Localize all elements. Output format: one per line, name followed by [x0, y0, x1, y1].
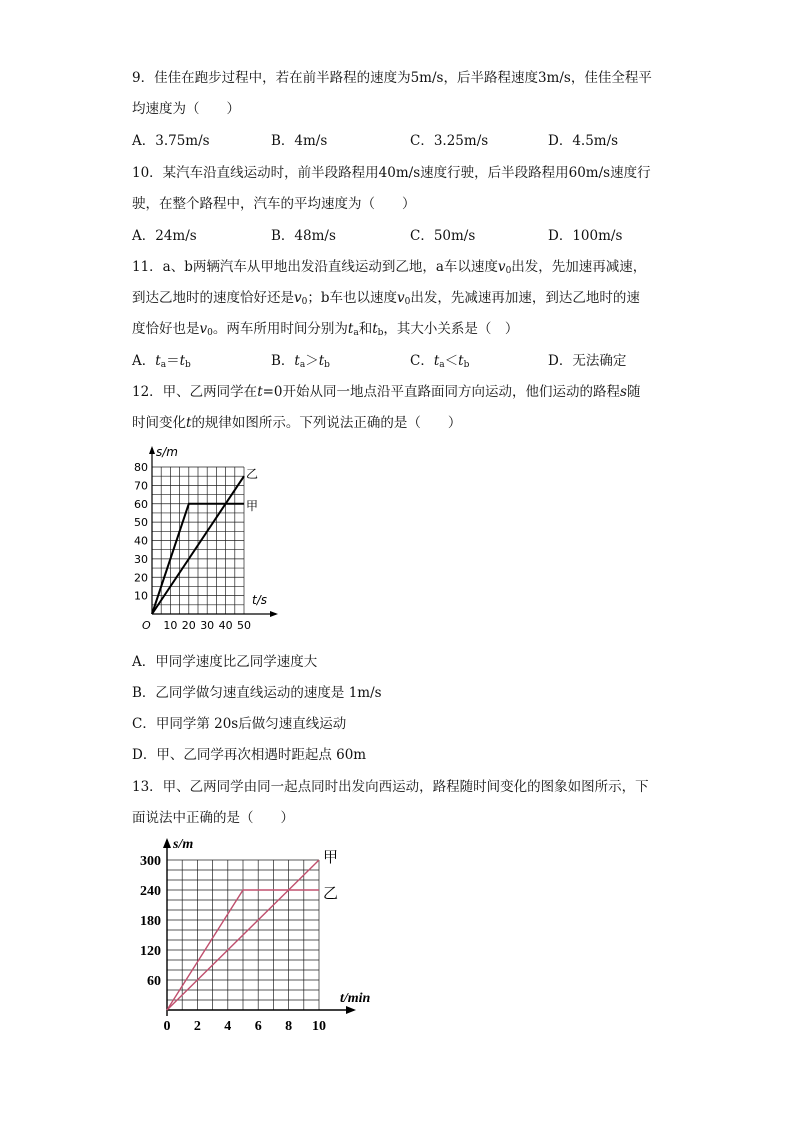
q12-text: 12．甲、乙两同学在 [132, 384, 258, 400]
q11-tb-sub: b [377, 328, 384, 338]
y-tick-label: 30 [134, 552, 148, 566]
series-label: 乙 [323, 884, 339, 902]
q11-ta: t [347, 321, 354, 337]
y-tick-label: 40 [134, 534, 148, 548]
q11-v0-sub: 0 [207, 328, 213, 338]
q11-ta-sub: a [160, 360, 167, 370]
q12-text: =0开始从同一地点沿平直路面同方向运动，他们运动的路程 [262, 384, 621, 400]
q11-rel: ＞ [305, 353, 319, 369]
x-tick-label: 10 [163, 619, 178, 632]
q12-line2 [132, 411, 461, 431]
q11-option-c [410, 349, 469, 370]
q12-text: 随 [626, 384, 641, 400]
q12-text: 的规律如图所示。下列说法正确的是（ ） [191, 415, 462, 431]
q11-ta: t [155, 353, 161, 369]
q9-option-c: C．3.25m/s [410, 133, 489, 149]
y-tick-label: 180 [140, 914, 161, 929]
q11-v0-sub: 0 [505, 266, 512, 276]
q11-tb: t [179, 353, 185, 369]
q12-s: s [620, 384, 627, 400]
q11-tb: t [458, 353, 464, 369]
q11-v0: v [294, 290, 302, 306]
q11-ta-sub: a [353, 328, 359, 338]
x-tick-label: 8 [285, 1019, 293, 1030]
x-tick-label: 2 [193, 1019, 201, 1030]
x-axis-label: t/s [252, 593, 267, 607]
q11-option-d: D．无法确定 [548, 353, 627, 369]
y-tick-label: 10 [134, 589, 148, 603]
x-tick-label: 30 [200, 619, 215, 632]
q13-chart-labels [140, 837, 371, 1030]
q12-t: t [257, 384, 263, 400]
y-tick-label: 80 [134, 461, 148, 474]
q9-option-d: D．4.5m/s [548, 133, 619, 149]
q11-tb-sub: b [185, 360, 191, 370]
q11-tb-sub: b [324, 360, 330, 370]
x-axis-arrow [346, 1006, 356, 1014]
q11-line1 [132, 255, 646, 276]
q11-text: 11．a、b两辆汽车从甲地出发沿直线运动到乙地，a车以速度 [132, 259, 498, 275]
x-tick-label: 10 [312, 1019, 326, 1030]
y-tick-label: 300 [140, 854, 161, 869]
q11-text: 。两车所用时间分别为 [212, 321, 348, 337]
origin-label: O [142, 619, 151, 632]
q11-text: 出发，先减速再加速，到达乙地时的速 [410, 290, 640, 306]
q12-chart [128, 438, 288, 634]
q11-ta-sub: a [299, 360, 306, 370]
x-axis-arrow [270, 611, 278, 617]
x-tick-label: 4 [224, 1019, 232, 1030]
q9-option-b: B．4m/s [271, 133, 328, 149]
y-tick-label: 50 [134, 516, 148, 530]
q13-line2: 面说法中正确的是（ ） [132, 810, 294, 826]
q10-option-d: D．100m/s [548, 228, 623, 244]
q10-option-c: C．50m/s [410, 228, 476, 244]
q12-option-c: C．甲同学第 20s后做匀速直线运动 [132, 716, 347, 732]
q11-line2 [132, 286, 640, 307]
q11-option-prefix: C． [410, 353, 434, 369]
q12-text: 时间变化 [132, 415, 186, 431]
q10-line1: 10．某汽车沿直线运动时，前半段路程用40m/s速度行驶，后半段路程用60m/s速度行 [132, 165, 651, 181]
q11-text: ；b车也以速度 [307, 290, 398, 306]
q12-option-d: D．甲、乙同学再次相遇时距起点 60m [132, 747, 367, 763]
q11-text: 度恰好也是 [132, 321, 200, 337]
q11-text: ，其大小关系是（ ） [383, 321, 519, 337]
y-axis-arrow [149, 446, 155, 454]
y-tick-label: 240 [140, 884, 161, 899]
y-axis-label: s/m [173, 837, 194, 852]
q11-v0: v [199, 321, 208, 337]
q9-line2: 均速度为（ ） [132, 101, 240, 117]
q11-text: 到达乙地时的速度恰好还是 [132, 290, 294, 306]
y-axis-arrow [163, 838, 171, 848]
q11-v0-sub: 0 [404, 297, 411, 307]
q11-ta: t [294, 353, 300, 369]
q11-rel: ＝ [166, 353, 180, 369]
q11-ta: t [433, 353, 440, 369]
q11-v0: v [497, 259, 506, 275]
x-tick-label: 0 [163, 1019, 171, 1030]
y-tick-label: 20 [134, 571, 148, 585]
q10-option-b: B．48m/s [271, 228, 336, 244]
q11-v0-sub: 0 [301, 297, 308, 307]
q11-tb: t [318, 353, 325, 369]
q11-text: 出发，先加速再减速， [511, 259, 647, 275]
y-tick-label: 120 [140, 944, 161, 959]
y-tick-label: 60 [134, 497, 148, 511]
q11-v0: v [397, 290, 405, 306]
series-label: 甲 [246, 498, 259, 513]
q13-line1: 13．甲、乙两同学由同一起点同时出发向西运动，路程随时间变化的图象如图所示，下 [132, 779, 649, 795]
q11-option-prefix: B． [271, 353, 295, 369]
x-tick-label: 40 [218, 619, 233, 632]
q11-option-b [271, 349, 330, 370]
q11-text: 和 [358, 321, 373, 337]
q12-t: t [186, 415, 192, 431]
q12-chart-labels [134, 445, 267, 632]
q10-option-a: A．24m/s [132, 228, 197, 244]
y-tick-label: 60 [147, 974, 161, 989]
q11-rel: ＜ [444, 353, 459, 369]
q12-option-b: B．乙同学做匀速直线运动的速度是 1m/s [132, 685, 382, 701]
q11-tb: t [372, 321, 378, 337]
y-axis-label: s/m [156, 445, 178, 459]
x-tick-label: 6 [254, 1019, 262, 1030]
x-tick-label: 50 [237, 619, 251, 632]
x-axis-label: t/min [340, 991, 371, 1006]
q9-line1: 9．佳佳在跑步过程中，若在前半路程的速度为5m/s，后半路程速度3m/s，佳佳全程平 [132, 70, 652, 86]
series-label: 乙 [246, 467, 259, 482]
series-label: 甲 [323, 848, 339, 866]
q11-option-prefix: A． [132, 353, 156, 369]
q12-line1 [132, 380, 640, 400]
q11-line3 [132, 317, 518, 338]
q11-tb-sub: b [463, 360, 470, 370]
q12-option-a: A．甲同学速度比乙同学速度大 [132, 654, 318, 670]
q10-line2: 驶，在整个路程中，汽车的平均速度为（ ） [132, 196, 416, 212]
q13-chart [128, 830, 388, 1030]
q11-ta-sub: a [439, 360, 445, 370]
x-tick-label: 20 [181, 619, 196, 632]
y-tick-label: 70 [134, 479, 148, 493]
q11-option-a [132, 349, 191, 370]
q9-option-a: A．3.75m/s [132, 133, 210, 149]
